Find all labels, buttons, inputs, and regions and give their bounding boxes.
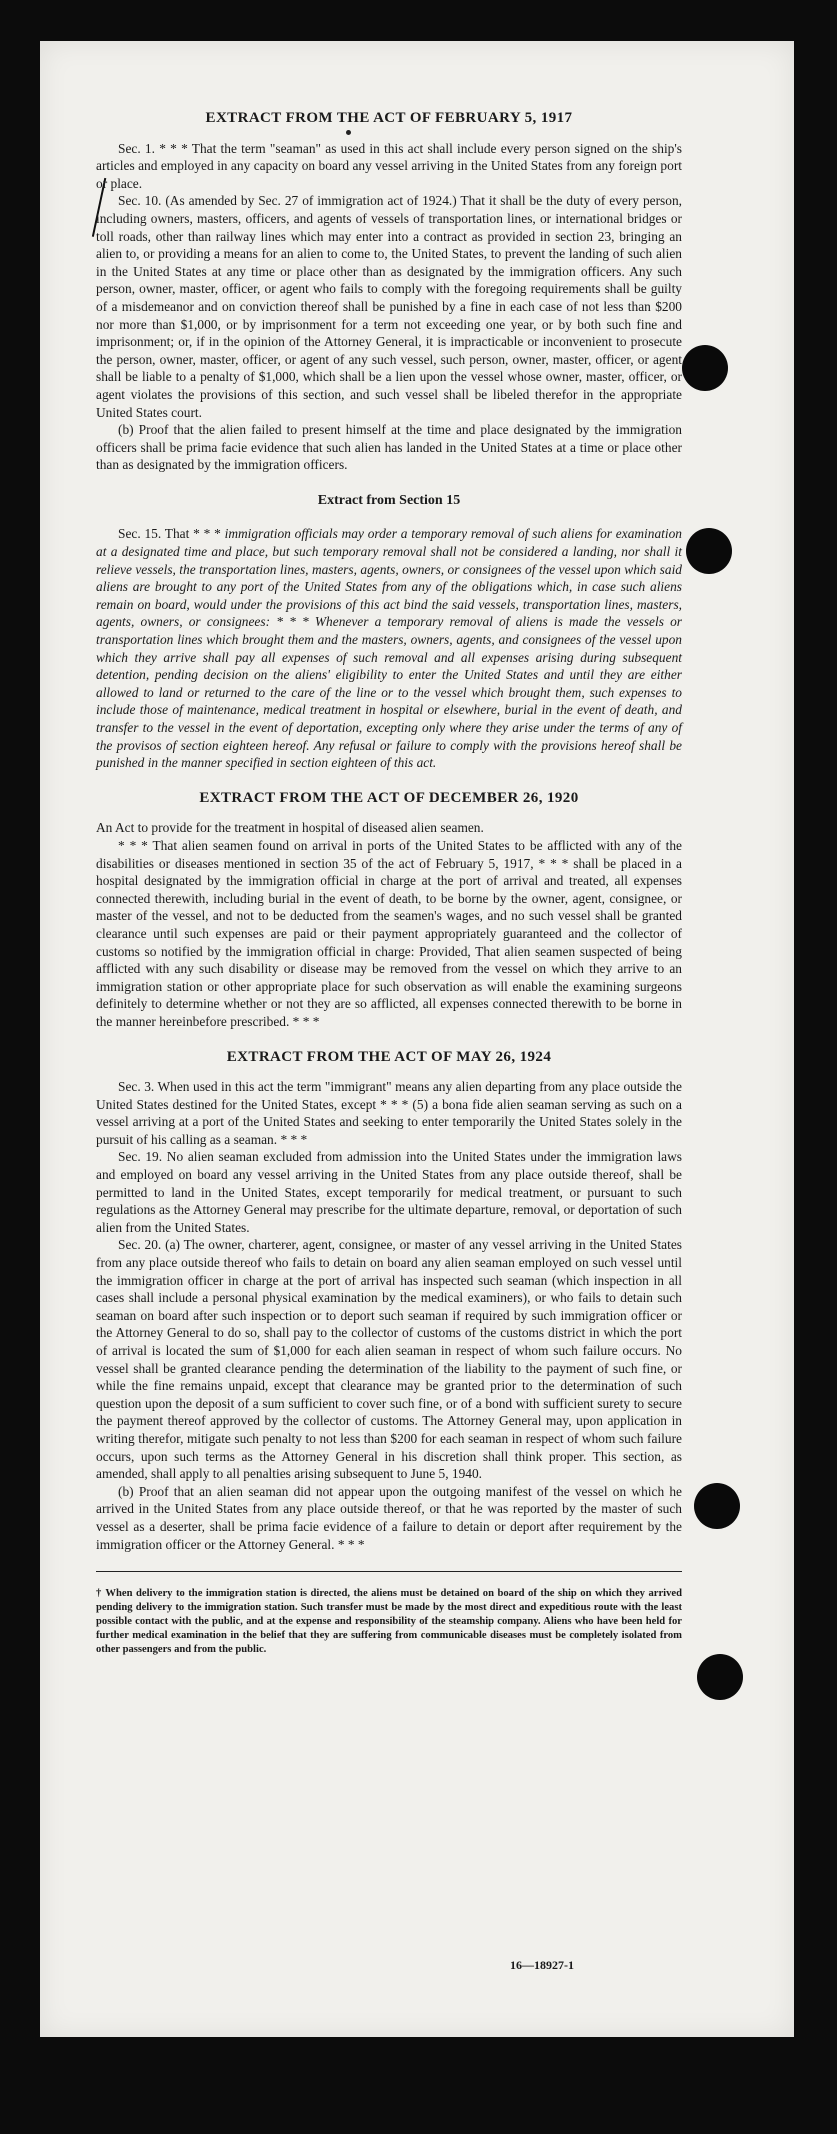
- document-number: 16—18927-1: [510, 1958, 574, 1972]
- paragraph-1920-body: * * * That alien seamen found on arrival in ports of the United States to be afflicted with any of the disabilities or diseases mentioned in section 35 of the act of February 5, 1917, * * * shall be placed in a hospital designated by the immigration official in charge at the port of arrival and treated, all expenses connected therewith, including burial in the event of death, to be borne by the owner, agent, consignee, or master of the vessel, and not to be deducted from the seamen's wages, and no such vessel shall be granted clearance until such expenses are paid or their payment appropriately guaranteed and the collector of customs so notified by the immigration official in charge: Provided, That alien seamen suspected of being afflicted with any such disability or disease may be removed from the vessel on which they arrive to an immigration station or other appropriate place for such observation as will enable the examining surgeons definitely to determine whether or not they are so afflicted, all expenses connected therewith to be borne in the manner hereinbefore prescribed. * * *: [96, 837, 682, 1029]
- paragraph-sec-10: Sec. 10. (As amended by Sec. 27 of immigration act of 1924.) That it shall be the duty of every person, including owners, masters, officers, and agents of vessels of transportation lines, or international bridges or toll roads, other than railway lines which may enter into a contract as provided in section 23, bringing an alien to, or providing a means for an alien to come to, the United States, to prevent the landing of such alien in the United States at any time or place other than as designated by the immigration officers. Any such person, owner, master, officer, or agent who fails to comply with the foregoing requirements shall be guilty of a misdemeanor and on conviction thereof shall be punished by a fine in each case of not less than $200 nor more than $1,000, or by imprisonment for a term not exceeding one year, or by both such fine and imprisonment; or, if in the opinion of the Attorney General, it is impracticable or inconvenient to prosecute the person, owner, master, officer, or agent of any such vessel, such person, owner, master, officer, or agent shall be liable to a penalty of $1,000, which shall be a lien upon the vessel whose owner, master, officer, or agent violates the provisions of this section, and such vessel shall be libeled therefor in the appropriate United States court.: [96, 193, 682, 420]
- heading-act-1924: EXTRACT FROM THE ACT OF MAY 26, 1924: [226, 1048, 552, 1065]
- sec-15-lead: Sec. 15. That * * *: [118, 526, 225, 542]
- paragraph-sec-15: [96, 525, 682, 771]
- section-act-1924: [96, 1049, 682, 1554]
- punch-hole: [686, 528, 732, 574]
- paragraph-sec-1: Sec. 1. * * * That the term "seaman" as used in this act shall include every person signed on the ship's articles and employed in any capacity on board any vessel arriving in the United States from any foreign port or place.: [96, 140, 682, 191]
- paragraph-sec-3: Sec. 3. When used in this act the term "immigrant" means any alien departing from any place outside the United States destined for the United States, except * * * (5) a bona fide alien seaman serving as such on a vessel arriving at a port of the United States and seeking to enter temporarily the United States solely in the pursuit of his calling as a seaman. * * *: [96, 1079, 682, 1147]
- section-act-1917: [96, 110, 682, 474]
- punch-hole: [697, 1654, 743, 1700]
- sec-15-italic-text: immigration officials may order a temporary removal of such aliens for examination at a designated time and place, but such temporary removal shall not be considered a landing, nor shall it relieve vessels, the transportation lines, masters, agents, owners, or consignees of the vessel upon which said aliens are brought to any port of the United States from any of the obligations which, in case such aliens remain on board, would under the provisions of this act bind the said vessels, transportation lines, masters, agents, owners, or consignees: * * * Whenever a temporary removal of aliens is made the vessels or transportation lines which brought them and the masters, owners, agents, and consignees of the vessel upon which they arrive shall pay all expenses of such removal and all expenses arising during subsequent detention, pending decision on the aliens' eligibility to enter the United States and until they are either allowed to land or returned to the care of the line or to the vessel which brought them, such expenses to include those of maintenance, medical treatment in hospital or elsewhere, burial in the event of death, and transfer to the vessel in the event of deportation, excepting only where they arise under the terms of any of the provisos of section eighteen hereof. Any refusal or failure to comply with the provisions hereof shall be punished in the manner specified in section eighteen of this act.: [96, 526, 683, 771]
- section-act-1920: [96, 790, 682, 1031]
- paragraph-sec-20-a: Sec. 20. (a) The owner, charterer, agent, consignee, or master of any vessel arriving in the United States from any place outside thereof who fails to detain on board any alien seaman employed on such vessel until the immigration officer in charge at the port of arrival has inspected such seaman (which inspection in all cases shall include a personal physical examination by the medical examiners), or who fails to detain such seaman on board after such inspection or to deport such seaman if required by such immigration officer or the Attorney General to do so, shall pay to the collector of customs of the customs district in which the port of arrival is located the sum of $1,000 for each alien seaman in respect of whom such failure occurs. No vessel shall be granted clearance pending the determination of the liability to the payment of such fine, or while the fine remains unpaid, except that clearance may be granted prior to the determination of such question upon the deposit of a sum sufficient to cover such fine, or of a bond with sufficient surety to secure the payment thereof approved by the collector of customs. The Attorney General may, upon application in writing therefor, mitigate such penalty to not less than $200 for each seaman in respect of whom such failure occurs, upon such terms as the Attorney General in his discretion shall think proper. This section, as amended, shall apply to all penalties arising subsequent to June 5, 1940.: [96, 1237, 682, 1482]
- punch-hole: [682, 345, 728, 391]
- footnote-text: † When delivery to the immigration station is directed, the aliens must be detained on board of the ship on which they arrived pending delivery to the immigration station. Such transfer must be made by the most direct and expeditious route with the least possible contact with the public, and at the expense and responsibility of the steamship company. Aliens who have been held for further medical examination in the belief that they are suffering from communicable diseases must be completely isolated from other passengers and from the public.: [96, 1587, 682, 1655]
- heading-section-15: Extract from Section 15: [317, 492, 461, 508]
- footnote-block: [96, 1571, 682, 1657]
- section-extract-15: [96, 492, 682, 772]
- paragraph-sec-10-b: (b) Proof that the alien failed to present himself at the time and place designated by the immigration officers shall be prima facie evidence that such alien has landed in the United States at a time or place other than as designated by the immigration officers.: [96, 422, 682, 473]
- document-body: [96, 110, 682, 1667]
- heading-act-1920: EXTRACT FROM THE ACT OF DECEMBER 26, 1920: [199, 789, 579, 806]
- paragraph-sec-19: Sec. 19. No alien seaman excluded from admission into the United States under the immigration laws and employed on board any vessel arriving in the United States from any place outside thereof, shall be permitted to land in the United States, except temporarily for medical treatment, or pursuant to such regulations as the Attorney General may prescribe for the ultimate departure, removal, or deportation of such alien from the United States.: [96, 1149, 682, 1235]
- punch-hole: [694, 1483, 740, 1529]
- paragraph-act-title: An Act to provide for the treatment in hospital of diseased alien seamen.: [96, 820, 484, 836]
- heading-act-1917: EXTRACT FROM THE ACT OF FEBRUARY 5, 1917: [205, 110, 573, 126]
- paragraph-sec-20-b: (b) Proof that an alien seaman did not appear upon the outgoing manifest of the vessel on which he arrived in the United States from any place outside thereof, or that he was reported by the master of such vessel as a deserter, shall be prima facie evidence of a failure to detain or deport after requirement by the immigration officer or the Attorney General. * * *: [96, 1483, 682, 1552]
